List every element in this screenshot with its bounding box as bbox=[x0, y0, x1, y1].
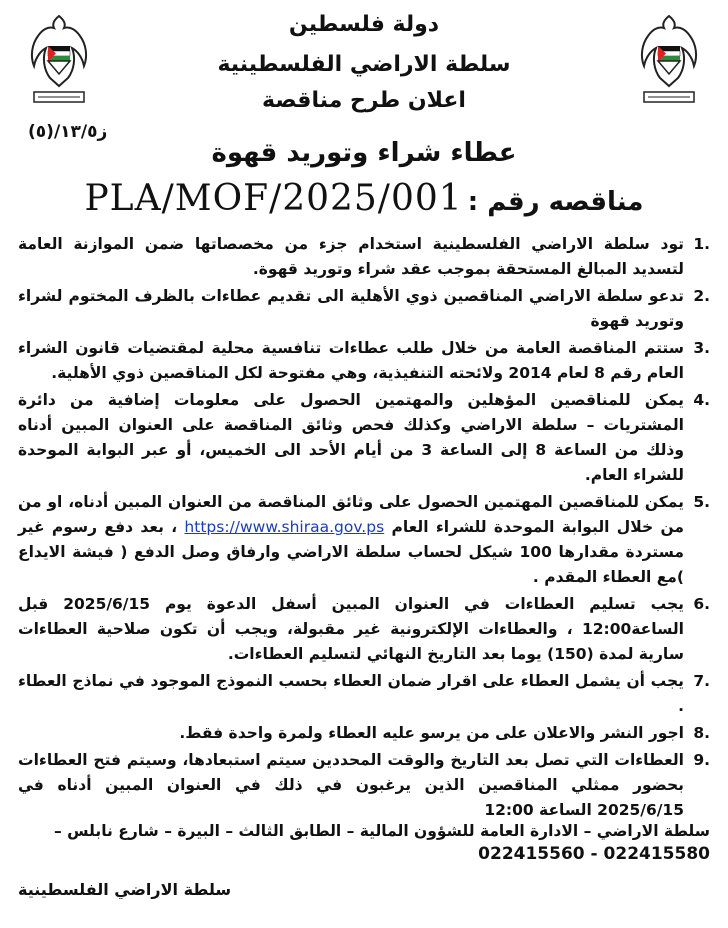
palestine-eagle-emblem-icon bbox=[24, 10, 94, 110]
list-item: .3 ستتم المناقصة العامة من خلال طلب عطاءات تنافسية محلية لمقتضيات قانون الشراء العام رقم 8 لعام 2014 ولائحته التنفيذية، وهي مفتوحة لكل المناقصين ذوي الأهلية. bbox=[18, 339, 710, 382]
list-item: .9 العطاءات التي تصل بعد التاريخ والوقت المحددين سيتم استبعادها، وسيتم فتح العطاءات بحضور ممثلي المناقصين الذين يرغبون في ذلك في العنوان المبين أدناه في 2025/6/15 الساعة 12:00 bbox=[18, 751, 710, 819]
authority-name: سلطة الاراضي الفلسطينية bbox=[217, 52, 511, 77]
state-name: دولة فلسطين bbox=[288, 12, 440, 37]
office-address: سلطة الاراضي – الادارة العامة للشؤون المالية – الطابق الثالث – البيرة – شارع نابلس – bbox=[53, 822, 710, 840]
tender-conditions-list bbox=[18, 232, 710, 825]
tender-subject: عطاء شراء وتوريد قهوة bbox=[211, 138, 517, 168]
list-item: .6 يجب تسليم العطاءات في العنوان المبين أسفل الدعوة يوم 2025/6/15 قبل الساعة12:00 ، والعطاءات الإلكترونية غير مقبولة، ويجب أن تكون صلاحية العطاءات سارية لمدة (150) يوما بعد التاريخ النهائي لتسليم العطاءات. bbox=[18, 595, 710, 663]
signature-authority: سلطة الاراضي الفلسطينية bbox=[18, 880, 232, 899]
list-item: .8 اجور النشر والاعلان على من يرسو عليه العطاء ولمرة واحدة فقط. bbox=[179, 724, 710, 742]
procurement-portal-link[interactable]: https://www.shiraa.gov.ps bbox=[184, 518, 385, 536]
list-item: .5 يمكن للمناقصين المهتمين الحصول على وثائق المناقصة من العنوان المبين أدناه، او من من خلال البوابة الموحدة للشراء العام https://www.shiraa.gov.ps ، بعد دفع رسوم غير مستردة مقدارها 100 شيكل لحساب سلطة الاراضي وارفاق وصل الدفع ( فيشة الايداع )مع العطاء المقدم . bbox=[18, 493, 710, 586]
announcement-title: اعلان طرح مناقصة bbox=[262, 88, 466, 113]
tender-number-line bbox=[0, 178, 728, 219]
contact-phones: 022415580 - 022415560 bbox=[478, 844, 710, 864]
tender-number: PLA/MOF/2025/001 bbox=[84, 178, 463, 219]
list-item: .2 تدعو سلطة الاراضي المناقصين ذوي الأهلية الى تقديم عطاءات بالظرف المختوم لشراء وتوريد قهوة bbox=[18, 287, 710, 330]
list-item: .7 يجب أن يشمل العطاء على اقرار ضمان العطاء بحسب النموذج الموجود في نماذج العطاء . bbox=[18, 672, 710, 715]
list-item: .4 يمكن للمناقصين المؤهلين والمهتمين الحصول على معلومات إضافية من دائرة المشتريات – سلطة الاراضي وكذلك فحص وثائق المناقصة على العنوان المبين أدناه وذلك من الساعة 8 إلى الساعة 3 من أيام الأحد الى الخميس، أو عبر البوابة الموحدة للشراء العام. bbox=[18, 391, 710, 484]
palestine-eagle-emblem-icon bbox=[634, 10, 704, 110]
reference-code: ز١٣/٥/(٥) bbox=[28, 122, 108, 142]
tender-number-label: مناقصه رقم : bbox=[467, 187, 644, 217]
list-item: .1 تود سلطة الاراضي الفلسطينية استخدام جزء من مخصصاتها ضمن الموازنة العامة لتسديد المبالغ المستحقة بموجب عقد شراء وتوريد قهوة. bbox=[18, 235, 710, 278]
